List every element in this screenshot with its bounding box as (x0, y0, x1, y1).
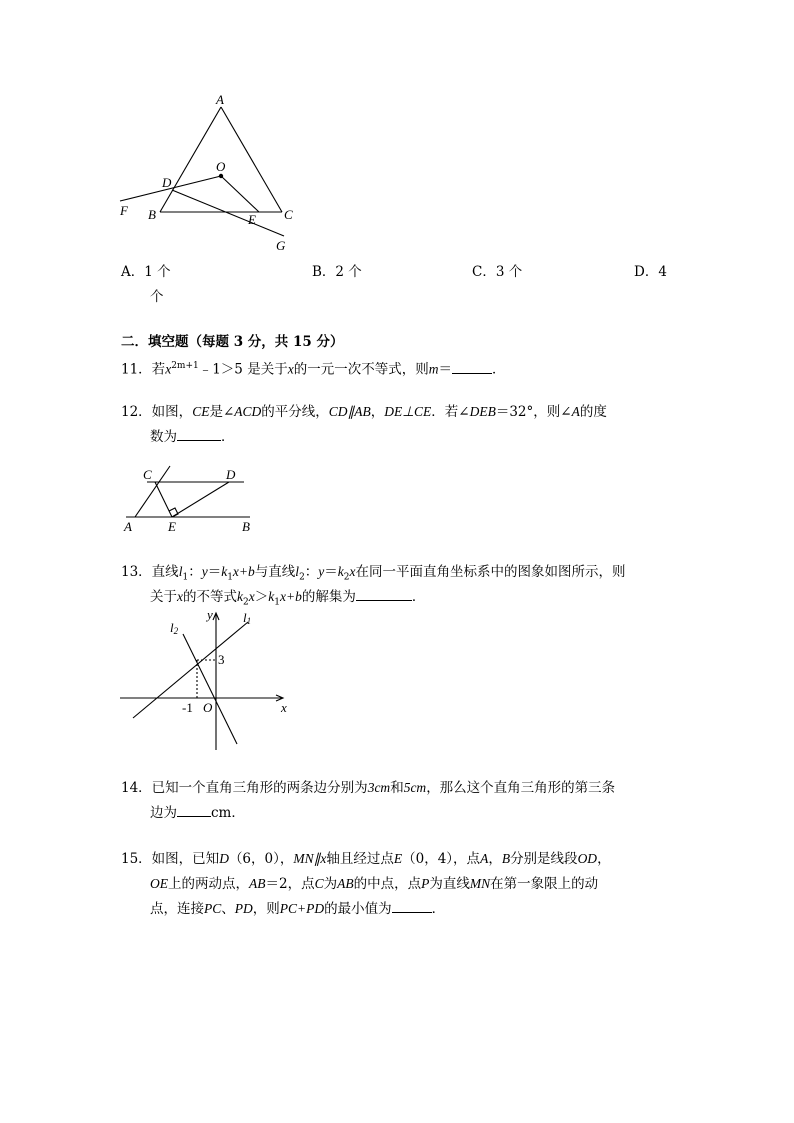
question-15-cont-2: 点，连接PC、PD，则PC+PD的最小值为 ． (150, 897, 445, 921)
label-a: A (216, 92, 224, 107)
question-15-cont-1: OE上的两动点，AB＝2，点C为AB的中点，点P为直线MN在第一象限上的动 (150, 876, 599, 892)
question-13: 13．直线$l_1$：$y=k_1x+b$与直线$l_2$：$y=k_2x$在同一平面直角坐标系中的图象如图所示，则 (121, 564, 626, 583)
label-b: B (148, 207, 156, 222)
label-a: A (124, 519, 132, 534)
label-e: E (168, 519, 176, 534)
option-d: D．4 (634, 264, 667, 280)
label-c: C (143, 467, 152, 482)
section-heading: 二．填空题（每题 3 分，共 15 分） (121, 334, 344, 350)
question-12-cont: 数为 ． (150, 425, 235, 449)
question-15: 15．如图，已知D（6，0），MN∥x轴且经过点E（0，4），点A，B分别是线段OD， (121, 851, 611, 867)
question-13-cont: 关于x的不等式$k_2x>k_1x+b$的解集为 ． (150, 585, 425, 615)
question-14-cont: 边为 cm． (150, 801, 245, 825)
answer-blank[interactable] (177, 802, 211, 817)
question-12: 12．如图，CE是∠ACD的平分线，CD∥AB，DE⊥CE．若∠DEB＝32°，则∠A的度 (121, 404, 607, 420)
question-14: 14．已知一个直角三角形的两条边分别为3cm和5cm，那么这个直角三角形的第三条 (121, 780, 616, 796)
label-l2: l2 (170, 620, 179, 636)
label-y: y (207, 607, 213, 622)
label-c: C (284, 207, 293, 222)
label-e: E (248, 212, 256, 227)
label-x: x (281, 700, 287, 715)
line-l2 (183, 634, 237, 744)
label-d: D (162, 175, 172, 190)
option-b: B．2 个 (312, 264, 362, 280)
question-11: 11．若$x^{2m+1}﹣1>5$ 是关于x的一元一次不等式，则m＝ ． (121, 354, 681, 382)
answer-blank[interactable] (392, 898, 432, 913)
label-b: B (242, 519, 250, 534)
option-d-cont: 个 (150, 289, 164, 305)
label-f: F (120, 203, 128, 218)
label-l1: l1 (243, 610, 252, 626)
label-three: 3 (218, 652, 225, 667)
option-c: C．3 个 (472, 264, 523, 280)
option-a: A．1 个 (121, 264, 171, 280)
label-o: O (216, 159, 226, 174)
label-d: D (226, 467, 236, 482)
label-neg1: -1 (182, 700, 193, 715)
label-origin: O (203, 700, 213, 715)
label-g: G (276, 238, 286, 253)
